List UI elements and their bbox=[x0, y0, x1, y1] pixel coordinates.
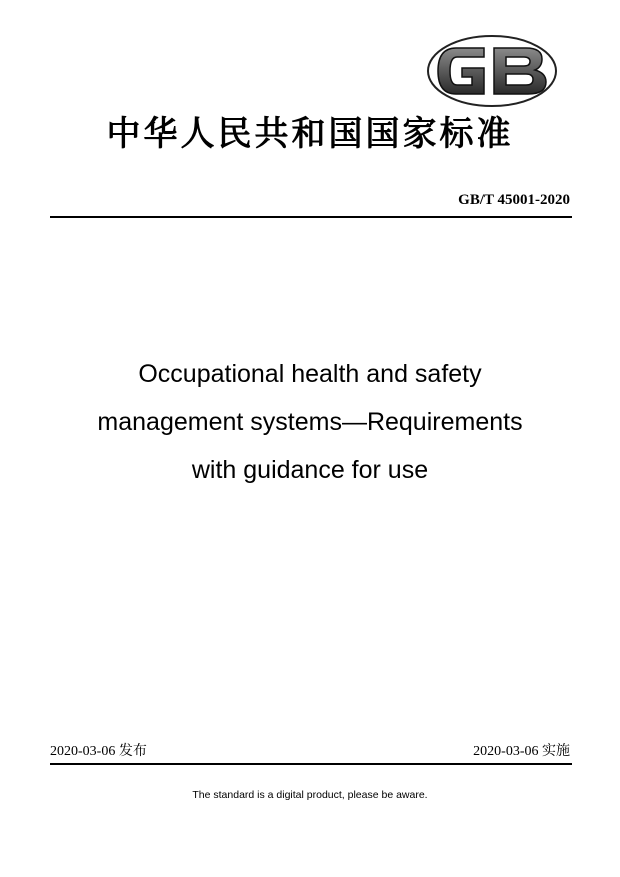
implementation-date: 2020-03-06 实施 bbox=[473, 744, 570, 759]
gb-logo bbox=[426, 34, 558, 108]
title-line-1: Occupational health and safety bbox=[138, 360, 482, 388]
title-line-2: management systems—Requirements bbox=[97, 408, 523, 436]
org-title: 中华人民共和国国家标准 bbox=[106, 114, 514, 154]
standard-number: GB/T 45001-2020 bbox=[458, 192, 570, 208]
digital-product-notice: The standard is a digital product, please be aware. bbox=[192, 789, 428, 801]
title-line-3: with guidance for use bbox=[191, 456, 429, 484]
header-divider bbox=[50, 216, 572, 218]
gb-logo-icon bbox=[426, 34, 558, 108]
issue-date: 2020-03-06 发布 bbox=[50, 744, 147, 759]
document-title bbox=[0, 350, 620, 494]
footer-divider bbox=[50, 763, 572, 765]
